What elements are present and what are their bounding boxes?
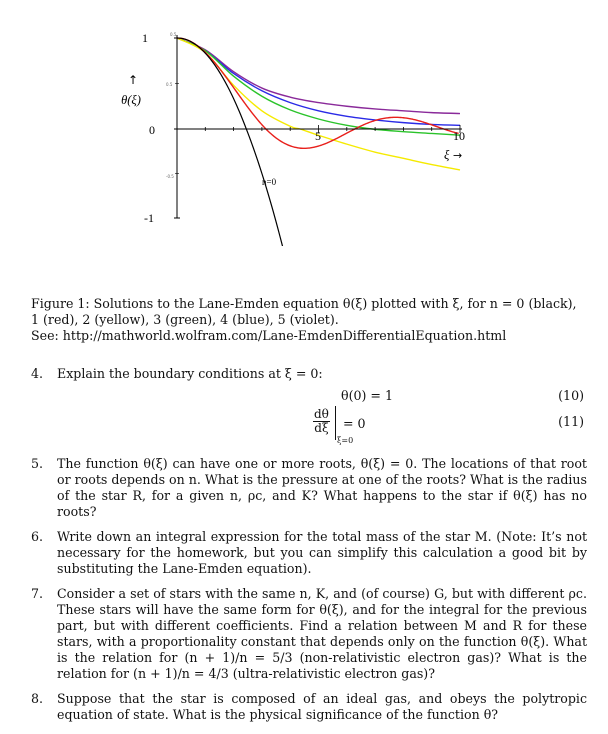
y-tick-label-1: 1 — [142, 31, 148, 45]
problem-text: Write down an integral expression for the total mass of the star M. (Note: It’s not necessary for the homework, but you can simplify this calculation a good bit by substituting the Lane-Emden equation). — [57, 529, 587, 576]
problem-text: The function θ(ξ) can have one or more roots, θ(ξ) = 0. The locations of that root or roots depends on n. What is the pressure at one of the roots? What is the radius of the star R, for a given n, ρc, and K? What happens to the star if θ(ξ) has no roots? — [57, 456, 587, 519]
caption-url: See: http://mathworld.wolfram.com/Lane-EmdenDifferentialEquation.html — [31, 328, 507, 343]
x-tick-label-10: 10 — [453, 129, 465, 143]
problem-number: 5. — [31, 456, 44, 471]
y-tick-label-minus-1: -1 — [144, 211, 154, 225]
problem-4 — [31, 366, 587, 450]
equation-11-tag: (11) — [558, 414, 584, 429]
equation-11-rhs: = 0 — [343, 416, 366, 431]
problem-number: 7. — [31, 586, 44, 601]
tiny-tick-upper: 0.5 — [166, 82, 173, 87]
equation-11 — [57, 406, 587, 450]
problem-text: Explain the boundary conditions at ξ = 0: — [57, 366, 323, 381]
series-line-n5 — [177, 38, 460, 114]
problem-text: Suppose that the star is composed of an ideal gas, and obeys the polytropic equation of state. What is the physical significance of the function θ? — [57, 691, 587, 722]
figure-caption — [31, 296, 587, 344]
equation-10-body: θ(0) = 1 — [341, 388, 393, 403]
derivative-numerator: dθ — [314, 407, 329, 421]
problem-5 — [31, 456, 587, 520]
problem-number: 4. — [31, 366, 44, 381]
series-line-n2 — [177, 38, 463, 170]
problem-text: Consider a set of stars with the same n, K, and (of course) G, but with different ρc. These stars will have the same form for θ(ξ), and for the integral for the previous part, but with different coefficients. Find a relation between M and R for these stars, with a proportionality constant that depends only on the function θ(ξ). What is the relation for (n + 1)/n = 5/3 (non-relativistic electron gas)? What is the relation for (n + 1)/n = 4/3 (ultra-relativistic electron gas)? — [57, 586, 587, 681]
y-axis-label: θ(ξ) — [121, 93, 141, 107]
x-axis-label: ξ — [444, 148, 450, 162]
problem-8 — [31, 691, 587, 723]
n0-curve-label: n=0 — [262, 177, 277, 187]
problem-6 — [31, 529, 587, 577]
problem-number: 8. — [31, 691, 44, 706]
derivative-fraction — [313, 408, 330, 435]
y-axis-arrow: ↑ — [127, 73, 139, 87]
problem-number: 6. — [31, 529, 44, 544]
equation-10-tag: (10) — [558, 388, 584, 403]
equation-10 — [57, 386, 587, 406]
tiny-tick-lower: -0.5 — [166, 174, 174, 179]
series-group — [177, 38, 463, 283]
evaluation-subscript: ξ=0 — [337, 436, 354, 445]
y-tick-label-0: 0 — [149, 123, 155, 137]
x-axis-arrow: → — [453, 149, 463, 162]
x-tick-label-5: 5 — [315, 129, 321, 143]
lane-emden-figure — [0, 0, 608, 290]
axes-group — [174, 35, 462, 218]
evaluation-bar — [335, 406, 336, 440]
problem-7 — [31, 586, 587, 682]
problem-list — [31, 366, 587, 723]
tiny-tick-top: 0.5 — [170, 32, 177, 37]
derivative-denominator: dξ — [314, 421, 329, 435]
caption-text: Figure 1: Solutions to the Lane-Emden equation θ(ξ) plotted with ξ, for n = 0 (black), 1 (red), 2 (yellow), 3 (green), 4 (blue), 5 (violet). — [31, 296, 577, 327]
